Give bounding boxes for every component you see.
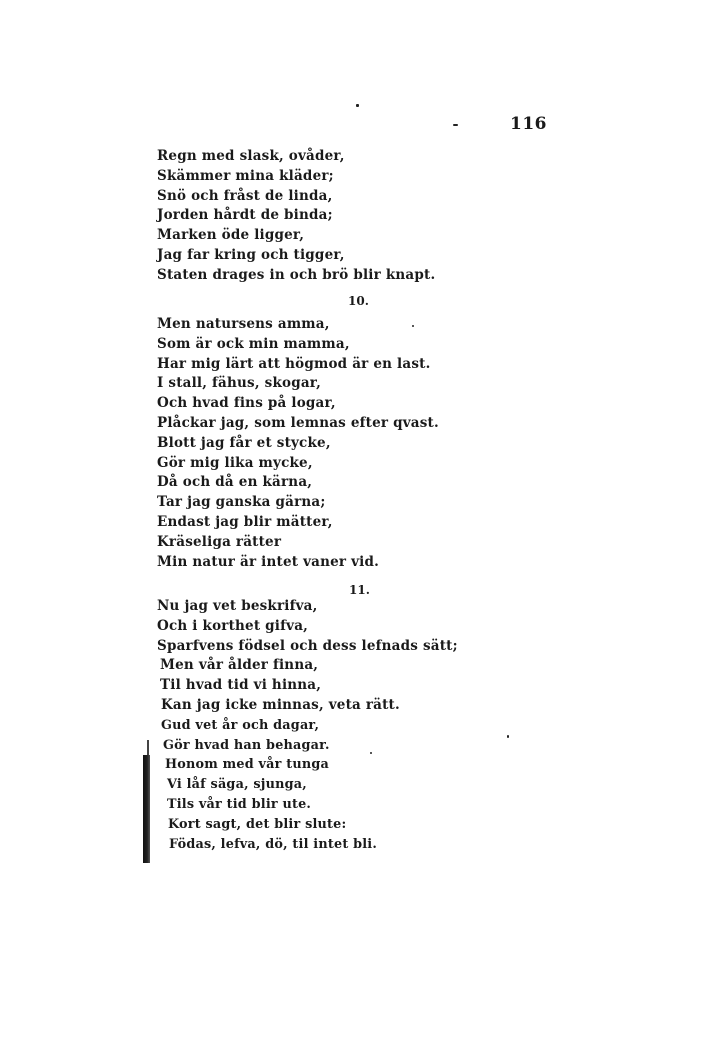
verse-line: Regn med slask, ovåder, [157,148,345,164]
verse-line: Då och då en kärna, [157,474,313,491]
verse-line: Och hvad fins på logar, [157,395,336,412]
verse-line: Sparfvens födsel och dess lefnads sätt; [157,637,458,654]
ink-speck [507,735,509,738]
stanza-number: 11. [349,583,370,597]
verse-line: Tils vår tid blir ute. [167,796,312,812]
stanza-11 [157,597,458,854]
verse-line: Snö och fråst de linda, [157,187,333,204]
verse-line: Tar jag ganska gärna; [157,494,326,511]
verse-line: Staten drages in och brö blir knapt. [157,266,436,283]
verse-line: Som är ock min mamma, [157,335,350,352]
verse-line: Skämmer mina kläder; [157,167,334,184]
verse-line: Jorden hårdt de binda; [157,207,333,224]
verse-line: Blott jag får et stycke, [157,434,331,451]
stanza-1 [157,147,435,286]
verse-line: Vi låf säga, sjunga, [167,777,307,793]
verse-line: Nu jag vet beskrifva, [157,598,318,614]
verse-line: Kan jag icke minnas, veta rätt. [161,696,400,713]
verse-line: Marken öde ligger, [157,227,305,244]
verse-line: Gud vet år och dagar, [161,717,320,733]
binding-shadow [147,740,149,756]
verse-line: Gör mig lika mycke, [157,454,313,471]
verse-line: Och i korthet gifva, [157,617,309,634]
verse-line: Plåckar jag, som lemnas efter qvast. [157,414,439,431]
verse-line: Men natursens amma, [157,316,330,332]
verse-line: Til hvad tid vi hinna, [160,677,322,694]
verse-line: Kräseliga rätter [157,533,282,550]
verse-line: I stall, fähus, skogar, [157,375,322,392]
verse-line: Min natur är intet vaner vid. [157,553,379,570]
verse-line: Endast jag blir mätter, [157,513,333,530]
stanza-number: 10. [348,294,369,308]
page-number: 116 [510,114,547,134]
stanza-10 [157,315,439,572]
binding-shadow [143,755,150,863]
verse-line: Jag far kring och tigger, [157,246,345,263]
verse-line: Födas, lefva, dö, til intet bli. [169,836,378,852]
verse-line: Har mig lärt att högmod är en last. [157,355,431,372]
ink-speck [356,104,359,107]
verse-line: Honom med vår tunga [165,757,330,773]
ink-speck [453,124,458,126]
verse-line: Kort sagt, det blir slute: [168,816,347,832]
verse-line: Men vår ålder finna, [160,657,319,674]
verse-line: Gör hvad han behagar. [163,737,330,753]
